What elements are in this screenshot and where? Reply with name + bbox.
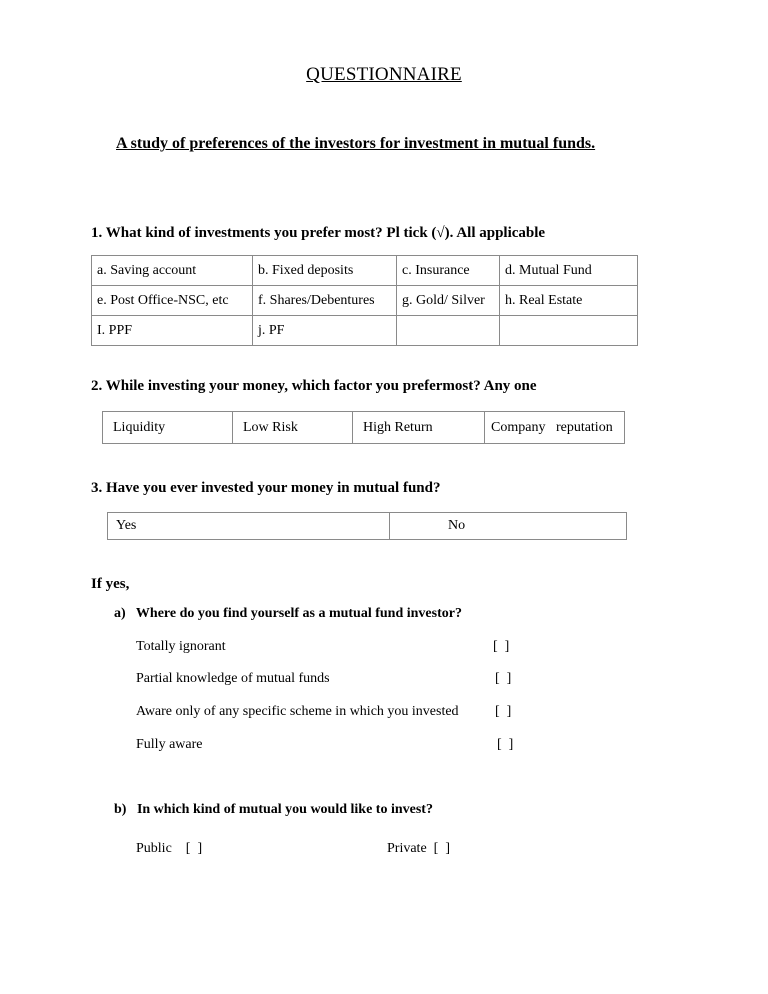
option-label: Fully aware [136,737,203,752]
checkbox-bracket[interactable]: [ ] [495,704,512,719]
sub-question-a: a) Where do you find yourself as a mutual fund investor? [114,606,462,621]
option-cell[interactable]: e. Post Office-NSC, etc [92,286,253,316]
checkbox-bracket[interactable]: [ ] [495,671,512,686]
option-cell [397,316,500,346]
option-cell[interactable]: h. Real Estate [500,286,638,316]
table-row [92,256,638,286]
table-row [92,286,638,316]
table-row [103,412,625,444]
sub-question-b: b) In which kind of mutual you would like to invest? [114,802,433,817]
page-title: QUESTIONNAIRE [306,64,462,85]
if-yes-heading: If yes, [91,576,130,592]
checkbox-bracket[interactable]: [ ] [493,639,510,654]
question-1: 1. What kind of investments you prefer most? Pl tick (√). All applicable [91,225,546,241]
option-cell[interactable]: f. Shares/Debentures [253,286,397,316]
question-2: 2. While investing your money, which factor you prefermost? Any one [91,378,537,394]
question-3: 3. Have you ever invested your money in mutual fund? [91,480,441,496]
option-label: Totally ignorant [136,639,226,654]
yes-no-table [107,512,627,540]
option-label: Aware only of any specific scheme in which you invested [136,704,459,719]
option-label: Partial knowledge of mutual funds [136,671,330,686]
investment-options-table [91,255,638,346]
option-cell[interactable]: g. Gold/ Silver [397,286,500,316]
private-option[interactable]: Private [ ] [387,841,450,856]
yes-option[interactable]: Yes [108,513,390,540]
option-cell[interactable]: j. PF [253,316,397,346]
factor-options-table [102,411,625,444]
option-cell[interactable]: Low Risk [233,412,353,444]
option-cell[interactable]: Liquidity [103,412,233,444]
option-cell[interactable]: b. Fixed deposits [253,256,397,286]
page-subtitle: A study of preferences of the investors for investment in mutual funds. [116,135,596,152]
option-cell[interactable]: I. PPF [92,316,253,346]
table-row [108,513,627,540]
option-cell[interactable]: High Return [353,412,485,444]
option-cell [500,316,638,346]
public-option[interactable]: Public [ ] [136,841,203,856]
option-cell[interactable]: d. Mutual Fund [500,256,638,286]
option-cell[interactable]: a. Saving account [92,256,253,286]
table-row [92,316,638,346]
option-cell[interactable]: c. Insurance [397,256,500,286]
no-option[interactable]: No [390,513,627,540]
checkbox-bracket[interactable]: [ ] [497,737,514,752]
option-cell[interactable]: Company reputation [485,412,625,444]
